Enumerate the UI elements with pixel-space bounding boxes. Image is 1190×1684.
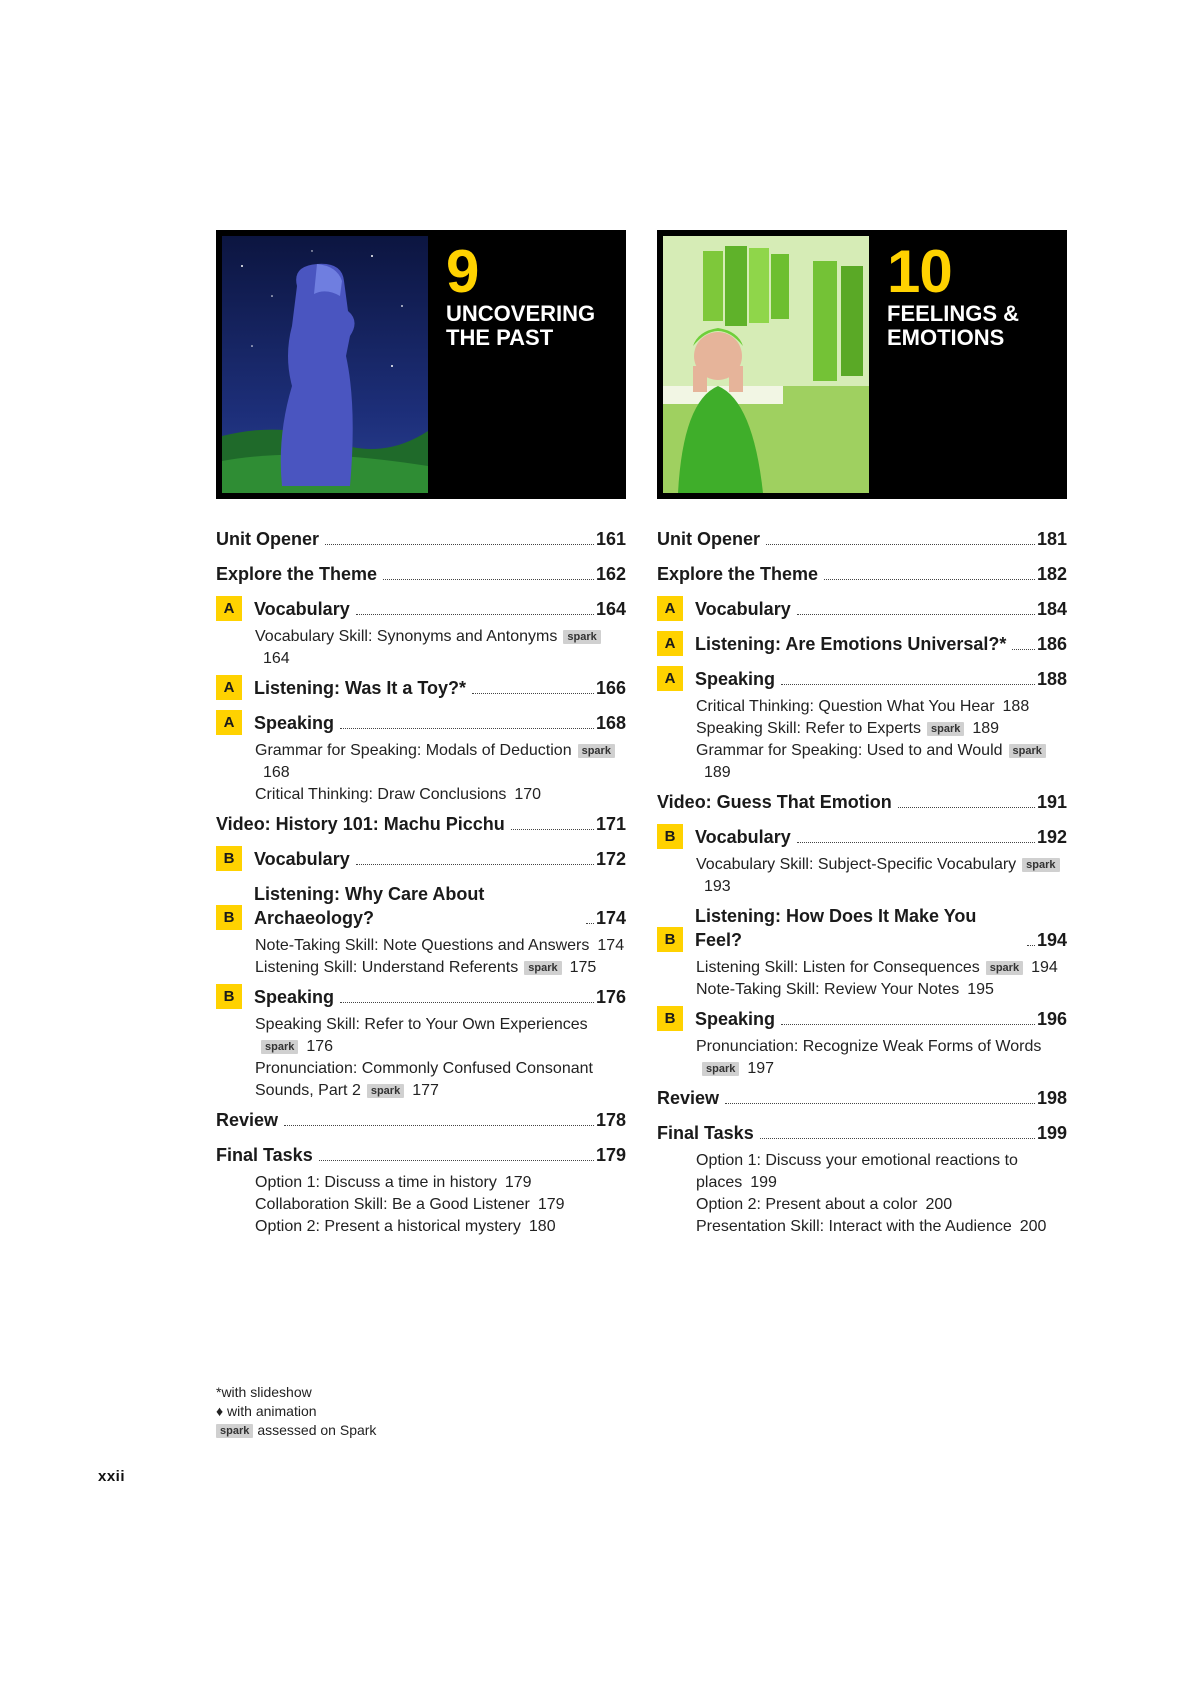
dot-leader <box>383 579 594 580</box>
toc-subentry-text: Vocabulary Skill: Synonyms and Antonyms <box>255 628 558 645</box>
toc-entry-label: Listening: How Does It Make You Feel? <box>695 906 977 950</box>
toc-entry-label: Unit Opener <box>216 529 320 549</box>
dot-leader <box>725 1103 1035 1104</box>
dot-leader <box>797 842 1035 843</box>
toc-subentry-page: 168 <box>263 764 290 781</box>
dot-leader <box>319 1160 594 1161</box>
toc-entry <box>216 847 626 871</box>
toc-subentry <box>657 1036 1067 1080</box>
toc-entry <box>216 812 626 836</box>
legend-spark-text: assessed on Spark <box>257 1422 377 1438</box>
dot-leader <box>797 614 1035 615</box>
table-of-contents <box>216 527 626 1238</box>
spark-badge: spark <box>927 722 964 736</box>
toc-subentry-page: 176 <box>306 1038 334 1055</box>
toc-subentry <box>657 1194 1067 1216</box>
toc-subentry-page: 199 <box>750 1174 777 1191</box>
toc-entry-label: Explore the Theme <box>657 564 819 584</box>
section-letter-badge: A <box>657 666 683 691</box>
toc-subentry <box>216 1194 626 1216</box>
toc-entry-label: Listening: Was It a Toy?* <box>254 678 467 698</box>
toc-subentry <box>657 696 1067 718</box>
dot-leader <box>766 544 1035 545</box>
section-letter-badge: B <box>216 846 242 871</box>
toc-subentry-page: 175 <box>569 959 597 976</box>
toc-subentry-text: Option 2: Present a historical mystery <box>255 1218 521 1235</box>
spark-badge: spark <box>986 961 1023 975</box>
unit-9-column <box>216 230 626 1249</box>
toc-subentry-text: Note-Taking Skill: Note Questions and Answers <box>255 937 590 954</box>
toc-entry-label: Listening: Why Care About Archaeology? <box>254 884 485 928</box>
toc-entry <box>216 597 626 621</box>
toc-subentry <box>216 1058 626 1102</box>
dot-leader <box>1012 649 1035 650</box>
toc-entry-page: 186 <box>1036 634 1067 654</box>
dot-leader <box>325 544 594 545</box>
toc-subentry <box>216 935 626 957</box>
spark-badge: spark <box>702 1062 739 1076</box>
toc-subentry-page: 200 <box>925 1196 953 1213</box>
toc-entry <box>657 904 1067 952</box>
toc-entry <box>657 597 1067 621</box>
dot-leader <box>781 1024 1035 1025</box>
dot-leader <box>340 728 594 729</box>
toc-subentry-page: 174 <box>597 937 625 954</box>
legend-slideshow: *with slideshow <box>216 1384 312 1400</box>
spark-badge: spark <box>367 1084 404 1098</box>
toc-subentry-text: Grammar for Speaking: Used to and Would <box>696 742 1003 759</box>
toc-entry-page: 196 <box>1036 1009 1067 1029</box>
section-letter-badge: A <box>657 596 683 621</box>
toc-entry <box>216 711 626 735</box>
toc-subentry <box>657 718 1067 740</box>
dot-leader <box>898 807 1035 808</box>
toc-entry <box>657 1007 1067 1031</box>
toc-entry-page: 172 <box>595 849 626 869</box>
toc-entry-page: 179 <box>595 1145 626 1165</box>
toc-entry <box>216 562 626 586</box>
toc-entry-label: Video: Guess That Emotion <box>657 792 892 812</box>
toc-entry-label: Speaking <box>695 1009 776 1029</box>
toc-entry-label: Speaking <box>254 987 335 1007</box>
table-of-contents <box>657 527 1067 1238</box>
toc-entry-label: Vocabulary <box>695 827 791 847</box>
toc-subentry-text: Listening Skill: Understand Referents <box>255 959 519 976</box>
dot-leader <box>284 1125 594 1126</box>
toc-entry-label: Final Tasks <box>657 1123 754 1143</box>
toc-subentry <box>216 626 626 670</box>
dot-leader <box>356 614 594 615</box>
toc-entry-page: 191 <box>1036 792 1067 812</box>
toc-subentry-text: Speaking Skill: Refer to Experts <box>696 720 921 737</box>
toc-subentry-page: 179 <box>537 1196 565 1213</box>
toc-subentry-page: 164 <box>263 650 290 667</box>
toc-entry-page: 194 <box>1036 930 1067 950</box>
section-letter-badge: A <box>216 675 242 700</box>
section-letter-badge: B <box>657 824 683 849</box>
toc-entry-page: 176 <box>595 987 626 1007</box>
toc-entry-page: 199 <box>1036 1123 1067 1143</box>
toc-entry <box>657 562 1067 586</box>
toc-entry-label: Speaking <box>254 713 335 733</box>
toc-entry-label: Speaking <box>695 669 776 689</box>
toc-entry <box>657 1121 1067 1145</box>
toc-entry-page: 184 <box>1036 599 1067 619</box>
toc-entry-page: 198 <box>1036 1088 1067 1108</box>
dot-leader <box>586 923 594 924</box>
toc-subentry-page: 193 <box>704 878 731 895</box>
toc-entry-label: Video: History 101: Machu Picchu <box>216 814 505 834</box>
dot-leader <box>760 1138 1035 1139</box>
toc-subentry-text: Critical Thinking: Question What You Hear <box>696 698 995 715</box>
legend <box>216 1383 376 1440</box>
toc-entry-label: Review <box>216 1110 279 1130</box>
toc-entry-label: Final Tasks <box>216 1145 313 1165</box>
toc-subentry <box>657 854 1067 898</box>
spark-badge: spark <box>563 630 600 644</box>
dot-leader <box>1027 945 1035 946</box>
toc-entry-label: Review <box>657 1088 720 1108</box>
legend-spark <box>216 1421 376 1440</box>
toc-subentry <box>216 740 626 784</box>
unit-number: 10 <box>887 238 952 305</box>
section-letter-badge: B <box>216 905 242 930</box>
toc-subentry-text: Option 2: Present about a color <box>696 1196 918 1213</box>
toc-entry <box>216 882 626 930</box>
toc-entry <box>216 527 626 551</box>
dot-leader <box>781 684 1035 685</box>
unit-10-photo-green-room <box>663 236 869 493</box>
toc-entry-page: 161 <box>595 529 626 549</box>
toc-subentry-page: 200 <box>1019 1218 1047 1235</box>
toc-subentry <box>216 1014 626 1058</box>
toc-entry-page: 192 <box>1036 827 1067 847</box>
toc-entry <box>216 985 626 1009</box>
toc-subentry <box>216 784 626 806</box>
toc-subentry-text: Option 1: Discuss a time in history <box>255 1174 497 1191</box>
toc-entry-label: Vocabulary <box>695 599 791 619</box>
unit-10-column <box>657 230 1067 1249</box>
toc-entry-page: 188 <box>1036 669 1067 689</box>
toc-subentry-text: Speaking Skill: Refer to Your Own Experiences <box>255 1016 588 1033</box>
spark-badge: spark <box>1022 858 1059 872</box>
toc-subentry-page: 197 <box>747 1060 775 1077</box>
toc-entry-page: 162 <box>595 564 626 584</box>
section-letter-badge: B <box>657 927 683 952</box>
toc-entry <box>657 1086 1067 1110</box>
toc-subentry <box>657 957 1067 979</box>
toc-entry <box>657 632 1067 656</box>
toc-subentry-text: Presentation Skill: Interact with the Audience <box>696 1218 1012 1235</box>
spark-badge: spark <box>524 961 561 975</box>
toc-entry-label: Vocabulary <box>254 849 350 869</box>
toc-entry-page: 164 <box>595 599 626 619</box>
toc-entry <box>216 1108 626 1132</box>
legend-animation: ♦ with animation <box>216 1403 317 1419</box>
toc-subentry <box>657 1150 1067 1194</box>
spark-badge: spark <box>1009 744 1046 758</box>
page-number: xxii <box>98 1468 126 1485</box>
toc-subentry-page: 179 <box>504 1174 532 1191</box>
toc-subentry-text: Collaboration Skill: Be a Good Listener <box>255 1196 530 1213</box>
toc-subentry-text: Pronunciation: Recognize Weak Forms of Words <box>696 1038 1042 1055</box>
unit-title: FEELINGS & EMOTIONS <box>887 301 1020 350</box>
toc-entry-label: Explore the Theme <box>216 564 378 584</box>
toc-entry-page: 168 <box>595 713 626 733</box>
toc-subentry-page: 194 <box>1031 959 1058 976</box>
spark-badge: spark <box>261 1040 298 1054</box>
dot-leader <box>340 1002 594 1003</box>
toc-subentry <box>657 979 1067 1001</box>
toc-entry-label: Vocabulary <box>254 599 350 619</box>
unit-title: UNCOVERING THE PAST <box>446 301 596 350</box>
toc-subentry-page: 188 <box>1002 698 1030 715</box>
toc-entry <box>657 825 1067 849</box>
unit-9-photo-moai <box>222 236 428 493</box>
toc-entry-page: 178 <box>595 1110 626 1130</box>
toc-subentry-page: 180 <box>528 1218 556 1235</box>
unit-9-banner <box>216 230 626 499</box>
spark-badge: spark <box>578 744 615 758</box>
toc-subentry-text: Note-Taking Skill: Review Your Notes <box>696 981 960 998</box>
section-letter-badge: B <box>216 984 242 1009</box>
toc-entry-page: 182 <box>1036 564 1067 584</box>
toc-entry-page: 174 <box>595 908 626 928</box>
toc-subentry-text: Critical Thinking: Draw Conclusions <box>255 786 507 803</box>
dot-leader <box>511 829 594 830</box>
toc-subentry <box>657 1216 1067 1238</box>
toc-subentry-text: Vocabulary Skill: Subject-Specific Vocabulary <box>696 856 1017 873</box>
toc-entry-label: Unit Opener <box>657 529 761 549</box>
section-letter-badge: A <box>657 631 683 656</box>
toc-entry <box>657 790 1067 814</box>
toc-entry <box>657 527 1067 551</box>
toc-subentry-page: 195 <box>967 981 994 998</box>
toc-subentry <box>216 957 626 979</box>
toc-entry <box>216 676 626 700</box>
toc-entry <box>216 1143 626 1167</box>
toc-subentry-text: Option 1: Discuss your emotional reactions to places <box>696 1152 1018 1191</box>
section-letter-badge: A <box>216 596 242 621</box>
dot-leader <box>356 864 594 865</box>
dot-leader <box>824 579 1035 580</box>
section-letter-badge: B <box>657 1006 683 1031</box>
toc-entry-page: 166 <box>595 678 626 698</box>
toc-subentry <box>216 1216 626 1238</box>
unit-10-banner <box>657 230 1067 499</box>
toc-subentry <box>657 740 1067 784</box>
toc-subentry-page: 170 <box>514 786 542 803</box>
toc-entry-page: 181 <box>1036 529 1067 549</box>
spark-badge: spark <box>216 1424 253 1438</box>
toc-subentry-text: Grammar for Speaking: Modals of Deduction <box>255 742 572 759</box>
toc-subentry-text: Listening Skill: Listen for Consequences <box>696 959 980 976</box>
toc-subentry-page: 177 <box>412 1082 439 1099</box>
toc-entry <box>657 667 1067 691</box>
dot-leader <box>472 693 594 694</box>
toc-subentry-page: 189 <box>704 764 731 781</box>
toc-entry-label: Listening: Are Emotions Universal?* <box>695 634 1007 654</box>
section-letter-badge: A <box>216 710 242 735</box>
toc-subentry <box>216 1172 626 1194</box>
toc-subentry-page: 189 <box>972 720 1000 737</box>
unit-number: 9 <box>446 238 479 305</box>
toc-entry-page: 171 <box>595 814 626 834</box>
toc-subentry-text: Pronunciation: Commonly Confused Consonant Sounds, Part 2 <box>255 1060 593 1099</box>
